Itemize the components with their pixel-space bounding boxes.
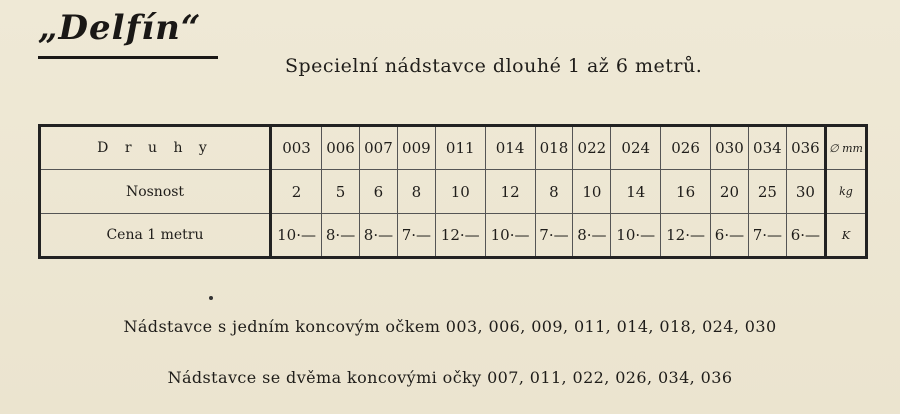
brand-underline: [38, 56, 218, 59]
unit-cell: ∅ mm: [826, 126, 867, 170]
table-cell: 10: [573, 170, 611, 214]
table-row: [40, 214, 867, 258]
table-cell: 011: [435, 126, 485, 170]
table-cell: 6·—: [711, 214, 749, 258]
table-cell: 7·—: [748, 214, 786, 258]
spec-table: [38, 124, 868, 259]
table-cell: 030: [711, 126, 749, 170]
table-cell: 6: [360, 170, 398, 214]
table-cell: 022: [573, 126, 611, 170]
table-cell: 10·—: [271, 214, 322, 258]
table-cell: 10·—: [611, 214, 661, 258]
row-label: D r u h y: [40, 126, 271, 170]
page-subtitle: Specielní nádstavce dlouhé 1 až 6 metrů.: [285, 55, 703, 77]
table-cell: 7·—: [397, 214, 435, 258]
table-cell: 12·—: [661, 214, 711, 258]
table-cell: 8·—: [322, 214, 360, 258]
table-cell: 8: [535, 170, 573, 214]
table-cell: 003: [271, 126, 322, 170]
table-cell: 006: [322, 126, 360, 170]
table-cell: 30: [786, 170, 825, 214]
note-double-loop: Nádstavce se dvěma koncovými očky 007, 011, 022, 026, 034, 036: [167, 368, 733, 387]
table-cell: 8·—: [360, 214, 398, 258]
table-cell: 7·—: [535, 214, 573, 258]
table-cell: 8: [397, 170, 435, 214]
table-cell: 10: [435, 170, 485, 214]
note-single-loop: Nádstavce s jedním koncovým očkem 003, 006, 009, 011, 014, 018, 024, 030: [123, 317, 777, 336]
table-cell: 20: [711, 170, 749, 214]
table-cell: 5: [322, 170, 360, 214]
table-cell: 2: [271, 170, 322, 214]
table-cell: 12: [485, 170, 535, 214]
table-cell: 16: [661, 170, 711, 214]
table-cell: 024: [611, 126, 661, 170]
table-cell: 018: [535, 126, 573, 170]
table-cell: 8·—: [573, 214, 611, 258]
table-cell: 026: [661, 126, 711, 170]
table-cell: 6·—: [786, 214, 825, 258]
unit-cell: kg: [826, 170, 867, 214]
table-row: [40, 126, 867, 170]
table-row: [40, 170, 867, 214]
unit-cell: K: [826, 214, 867, 258]
table-cell: 014: [485, 126, 535, 170]
ink-dot: [209, 296, 213, 300]
table-cell: 009: [397, 126, 435, 170]
row-label: Nosnost: [40, 170, 271, 214]
brand-title: „Delfín“: [38, 8, 202, 48]
table-cell: 007: [360, 126, 398, 170]
row-label: Cena 1 metru: [40, 214, 271, 258]
table-cell: 10·—: [485, 214, 535, 258]
table-cell: 14: [611, 170, 661, 214]
table-cell: 12·—: [435, 214, 485, 258]
table-cell: 25: [748, 170, 786, 214]
table-cell: 034: [748, 126, 786, 170]
table-cell: 036: [786, 126, 825, 170]
